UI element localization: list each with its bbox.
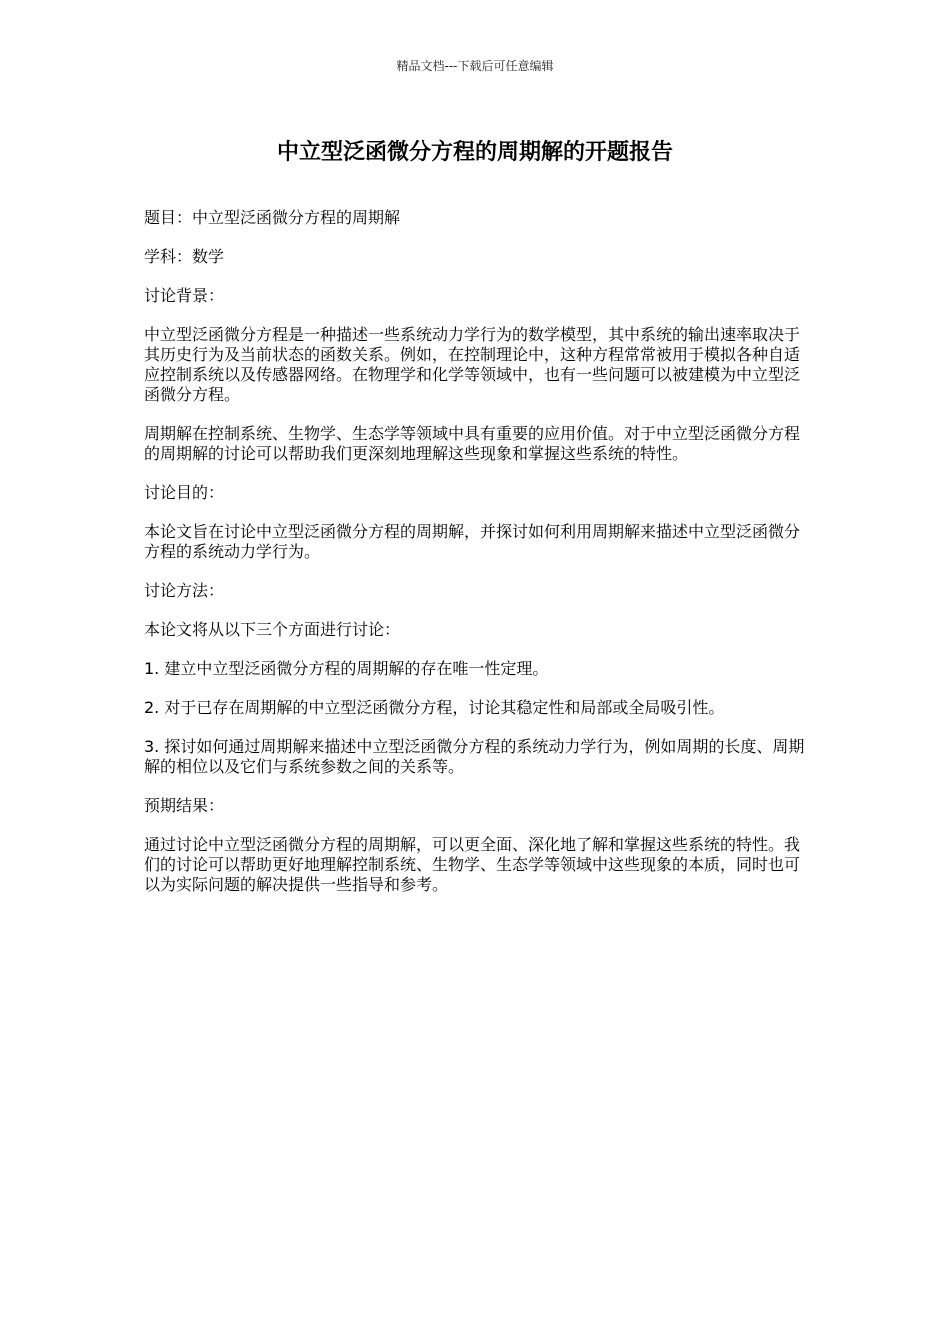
method-item-1: 1. 建立中立型泛函微分方程的周期解的存在唯一性定理。 (144, 659, 549, 678)
document-title: 中立型泛函微分方程的周期解的开题报告 (276, 140, 673, 165)
subject-line: 题目：中立型泛函微分方程的周期解 (144, 208, 401, 227)
background-heading: 讨论背景： (144, 286, 225, 305)
method-intro: 本论文将从以下三个方面进行讨论： (144, 620, 401, 639)
method-item-2: 2. 对于已存在周期解的中立型泛函微分方程，讨论其稳定性和局部或全局吸引性。 (144, 698, 725, 717)
discipline-line: 学科：数学 (144, 247, 225, 266)
background-paragraph-2: 周期解在控制系统、生物学、生态学等领域中具有重要的应用价值。对于中立型泛函微分方程的周期解的讨论可以帮助我们更深刻地理解这些现象和掌握这些系统的特性。 (144, 424, 801, 463)
header-note: 精品文档---下载后可任意编辑 (396, 59, 554, 73)
method-heading: 讨论方法： (144, 581, 225, 600)
results-paragraph: 通过讨论中立型泛函微分方程的周期解，可以更全面、深化地了解和掌握这些系统的特性。我们的讨论可以帮助更好地理解控制系统、生物学、生态学等领域中这些现象的本质，同时也可以为实际问题的解决提供一些指导和参考。 (144, 835, 801, 894)
purpose-heading: 讨论目的： (144, 483, 225, 502)
purpose-paragraph: 本论文旨在讨论中立型泛函微分方程的周期解，并探讨如何利用周期解来描述中立型泛函微分方程的系统动力学行为。 (144, 522, 801, 561)
background-paragraph-1: 中立型泛函微分方程是一种描述一些系统动力学行为的数学模型，其中系统的输出速率取决于其历史行为及当前状态的函数关系。例如，在控制理论中，这种方程常常被用于模拟各种自适应控制系统以及传感器网络。在物理学和化学等领域中，也有一些问题可以被建模为中立型泛函微分方程。 (144, 325, 801, 404)
results-heading: 预期结果： (144, 796, 225, 815)
document-body (144, 208, 806, 914)
method-item-3: 3. 探讨如何通过周期解来描述中立型泛函微分方程的系统动力学行为，例如周期的长度、周期解的相位以及它们与系统参数之间的关系等。 (144, 737, 805, 776)
